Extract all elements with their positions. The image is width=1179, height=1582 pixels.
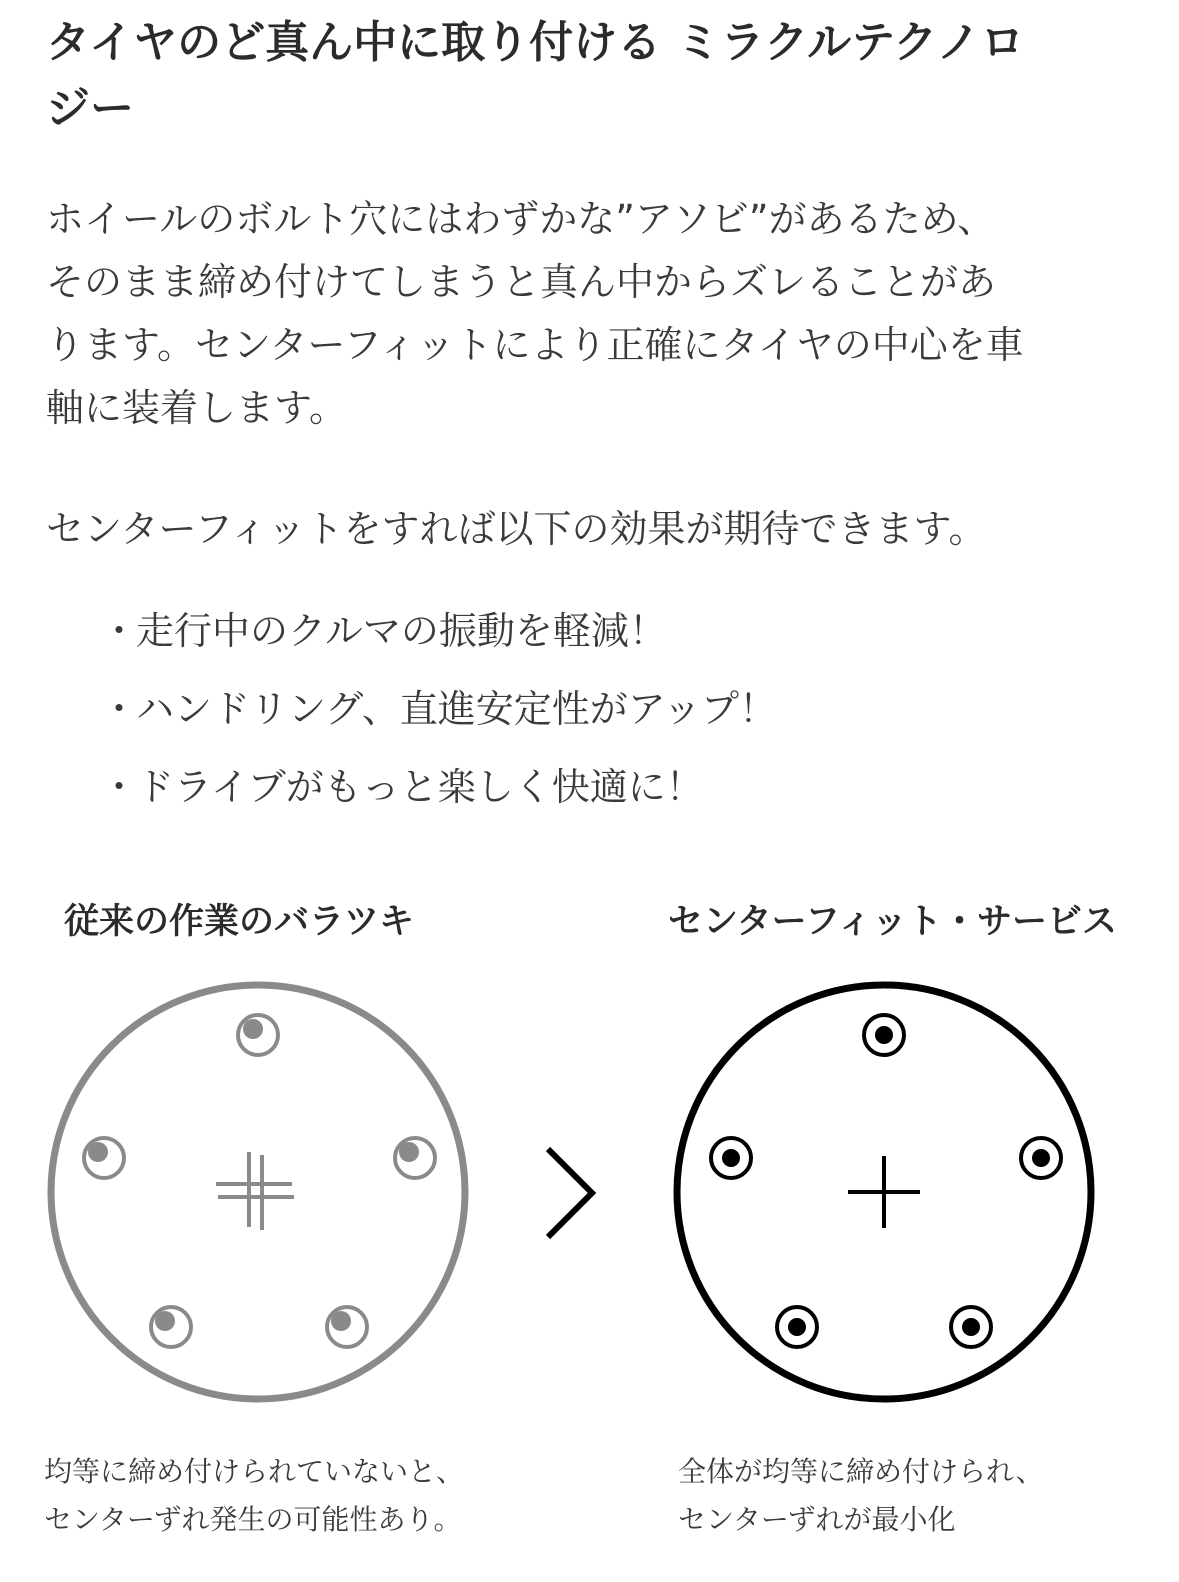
- bullet: ・: [100, 687, 139, 731]
- centered-bolt-icon: [864, 1015, 904, 1055]
- offset-bolt-icon: [84, 1138, 124, 1178]
- benefit-text: 走行中のクルマの振動を軽減！: [136, 609, 667, 653]
- before-diagram-title: 従来の作業のバラツキ: [64, 902, 415, 942]
- offset-bolt-icon: [151, 1307, 191, 1347]
- chevron-right-icon: [548, 1149, 592, 1237]
- offset-center-cross-icon: [216, 1152, 294, 1230]
- bullet: ・: [100, 609, 139, 653]
- offset-bolt-icon: [327, 1307, 367, 1347]
- wheel-rim: [51, 985, 465, 1399]
- heading-line-2: ジー: [46, 83, 134, 134]
- centered-bolt-icon: [951, 1307, 991, 1347]
- caption-line: センターずれが最小化: [678, 1503, 956, 1536]
- centered-bolt-icon: [1021, 1138, 1061, 1178]
- uneven-wheel-diagram: [51, 985, 465, 1399]
- before-caption: [44, 1448, 464, 1544]
- benefit-text: ハンドリング、直進安定性がアップ！: [136, 687, 778, 731]
- bullet: ・: [100, 765, 139, 809]
- centered-bolt-icon: [777, 1307, 817, 1347]
- intro-line: そのまま締め付けてしまうと真ん中からズレることがあ: [46, 260, 997, 304]
- intro-line: ホイールのボルト穴にはわずかな”アソビ”があるため、: [46, 197, 996, 241]
- centered-bolt-icon: [711, 1138, 751, 1178]
- after-diagram-title: センターフィット・サービス: [668, 902, 1118, 942]
- intro-line: 軸に装着します。: [46, 386, 347, 430]
- effects-lead: センターフィットをすれば以下の効果が期待できます。: [46, 507, 987, 551]
- caption-line: 全体が均等に締め付けられ、: [678, 1455, 1044, 1488]
- offset-bolt-icon: [238, 1015, 278, 1055]
- offset-bolt-icon: [395, 1138, 435, 1178]
- centered-wheel-diagram: [677, 985, 1091, 1399]
- center-cross-icon: [848, 1156, 920, 1228]
- caption-line: センターずれ発生の可能性あり。: [44, 1503, 462, 1536]
- after-caption: [678, 1448, 1044, 1544]
- benefit-text: ドライブがもっと楽しく快適に！: [136, 765, 704, 809]
- heading-line-1: タイヤのど真ん中に取り付ける ミラクルテクノロ: [46, 17, 1025, 68]
- caption-line: 均等に締め付けられていないと、: [44, 1455, 465, 1488]
- intro-line: ります。センターフィットにより正確にタイヤの中心を車: [46, 323, 1024, 367]
